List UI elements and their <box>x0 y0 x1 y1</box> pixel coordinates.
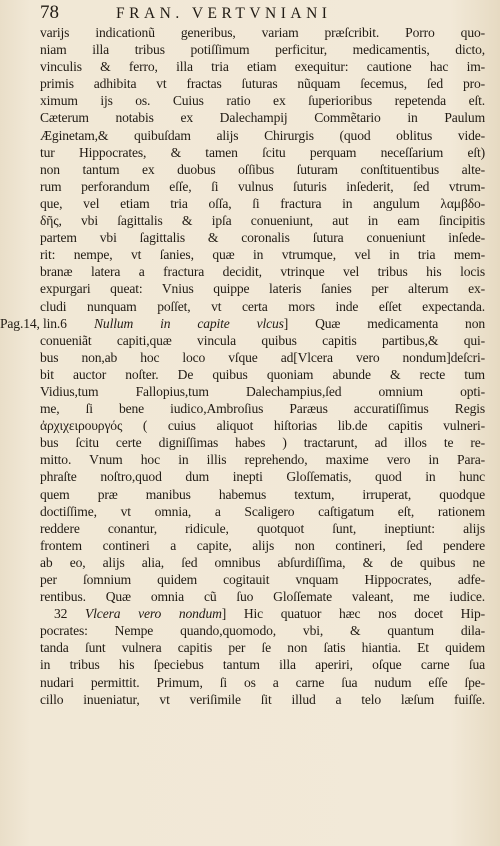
text-line: Æginetam,& quibuſdam alijs Chirurgis (quod oblitus vide- <box>40 127 485 143</box>
lemma-text: Vlcera vero nondum <box>85 606 222 622</box>
text-line: in tribus his ſpeciebus tantum illa aperiri, oſque carne ſua <box>40 657 485 673</box>
text-line: tur Hippocrates, & tamen ſcitu perquam neceſſarium eſt) <box>40 144 485 160</box>
text-line: pocrates: Nempe quando,quomodo, vbi, & quantum dila- <box>40 623 485 639</box>
text-line: varijs indicationũ generibus, variam præſcribit. Porro quo- <box>40 25 485 40</box>
text-line: bus ſcitu certe digniſſimas habes ) tractarunt, ad illos te re- <box>40 435 485 451</box>
page-number: 78 <box>40 2 59 23</box>
paragraph-commentary-1 <box>40 24 485 315</box>
paragraph-commentary-2 <box>0 315 485 606</box>
text-line: δῆς, vbi ſagittalis & ipſa conueniunt, aut in eam ſincipitis <box>40 213 485 229</box>
lemma-commentary: ] Hic quatuor hæc nos docet Hip- <box>221 606 486 622</box>
text-line: branæ latera a fractura decidit, vtrinque vel tribus his locis <box>40 264 485 280</box>
line-reference: 32 <box>54 606 68 622</box>
text-line: partem vbi ſagittalis & coronalis ſutura conueniunt inſede- <box>40 230 485 246</box>
text-line: rentibus. Quæ omnia cũ ſuo Gloſſemate valeant, me iudice. <box>40 589 485 605</box>
text-line: vinculis & ferro, illa tria etiam exequitur: cautione hac im- <box>40 59 485 75</box>
lemma-line <box>40 605 485 622</box>
text-line: ab eo, alijs alia, ſed omnibus abſurdiſſima, & de quibus ne <box>40 554 485 570</box>
text-line: tanda ſunt vulnera capitis per ſe non ſatis hiantia. Et quidem <box>40 640 485 656</box>
text-line: niam illa tribus potiſſimum perficitur, medicamentis, dicto, <box>40 42 485 58</box>
text-line: primis adhibita vt fractas ſuturas nũquam ſecemus, ſed pro- <box>40 76 485 92</box>
text-line: phraſte noſtro,quod dum inepti Gloſſematis, quod in hunc <box>40 469 485 485</box>
text-line: bus non,ab hoc loco vſque ad[Vlcera vero nondum]deſcri- <box>40 349 485 365</box>
text-line: mitto. Vnum hoc in illis reprehendo, maxime vero in Para- <box>40 452 485 468</box>
text-line: bit auctor noſter. De quibus quoniam abunde & recte tum <box>40 366 485 382</box>
text-line: nudari permittit. Primum, ſi os a carne ſua nudum eſſe ſpe- <box>40 674 485 690</box>
lemma-commentary: ] Quæ medicamenta non <box>283 315 485 331</box>
text-line: expurgari queat: Vnius quippe lateris ſanies per alterum ex- <box>40 281 485 297</box>
text-line: ximum ijs os. Cuius ratio ex ſuperioribus repetenda eſt. <box>40 93 485 109</box>
lemma-line <box>0 315 485 332</box>
line-reference: Pag.14, lin.6 <box>0 315 67 331</box>
text-line: quem præ manibus habemus textum, irruperat, quodque <box>40 486 485 502</box>
text-line: per ſomnium quidem cogitauit vnquam Hippocrates, adfe- <box>40 572 485 587</box>
text-line: Cæterum notabis ex Dalechampij Commẽtario in Paulum <box>40 110 485 126</box>
text-line: non tantum ex duobus oſſibus ſuturam conſtituentibus alte- <box>40 161 485 177</box>
text-line: Vidius,tum Fallopius,tum Dalechampius,ſed omnium opti- <box>40 383 485 399</box>
text-line: doctiſſime, vt omnia, a Scaligero caſtigatum eſt, rationem <box>40 503 485 519</box>
text-line: rum perforandum eſſe, ſi vulnus ſuturis inſederit, ſed vtrum- <box>40 178 485 194</box>
paragraph-commentary-3 <box>40 605 485 708</box>
lemma-text: Nullum in capite vlcus <box>94 315 284 331</box>
text-line: cillo inueniatur, vt veriſimile ſit illud a telo læſum fuiſſe. <box>40 691 485 707</box>
text-line: que, vel etiam tria oſſa, ſi fractura in angulum λαμβδο- <box>40 195 485 211</box>
text-line: cludi nunquam poſſet, vt certa mors inde eſſet expectanda. <box>40 298 485 314</box>
text-line: reddere conantur, ridicule, quotquot ſunt, ineptiunt: alijs <box>40 520 485 536</box>
text-line: ἀρχιχειρουργός ( cuius aliquot hiſtorias lib.de capitis vulneri- <box>40 418 485 434</box>
text-line: conueniãt capiti,quæ vincula quibus capitis partibus,& qui- <box>40 332 485 348</box>
text-line: frontem contineri a capite, alijs non contineri, ſed pendere <box>40 537 485 553</box>
running-head: FRAN. VERTVNIANI <box>116 5 332 22</box>
page-header <box>40 2 480 24</box>
body-text <box>0 24 486 708</box>
text-line: rit: nempe, vt ſanies, quæ in vtrumque, vel in tria mem- <box>40 247 485 263</box>
text-line: me, ſi bene iudico,Ambroſius Paræus accuratiſſimus Regis <box>40 401 485 417</box>
